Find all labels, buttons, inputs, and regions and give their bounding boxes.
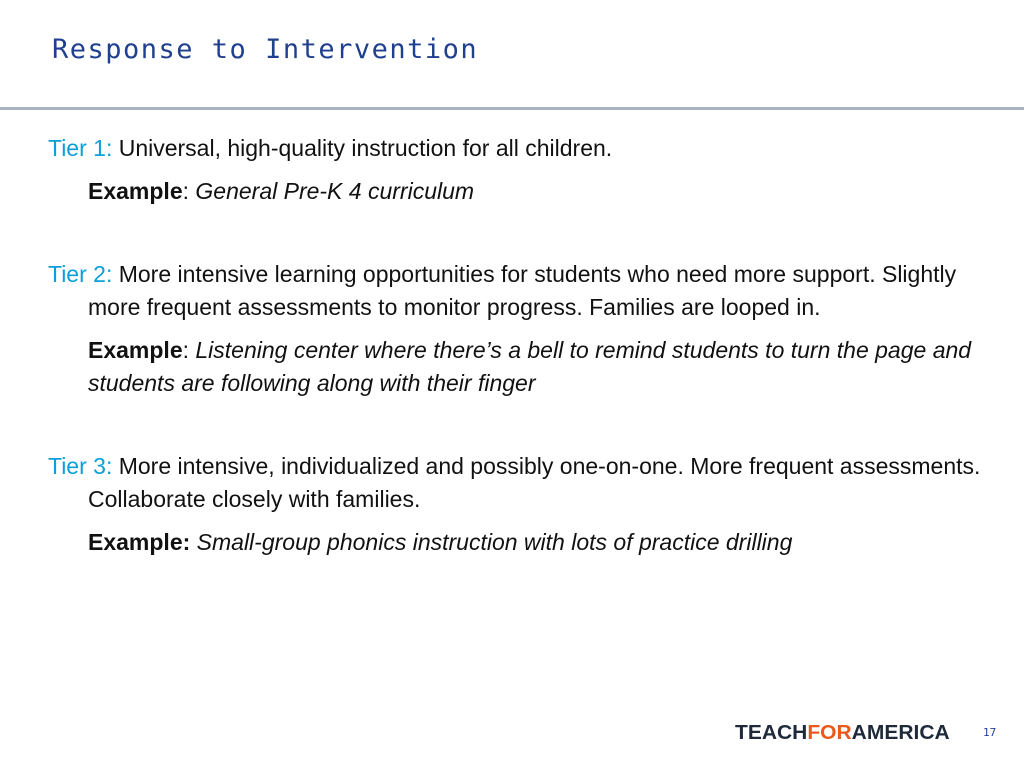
tier-2 [48,258,988,324]
tier-2-example-sep: : [182,337,196,363]
tier-3-example-label: Example: [88,529,191,555]
logo-part-teach: TEACH [735,722,808,744]
spacer [48,208,988,258]
tier-1-example-sep: : [182,178,196,204]
tier-1-text: Universal, high-quality instruction for all children. [112,135,613,161]
title-divider [0,107,1024,110]
tier-2-text: More intensive learning opportunities for students who need more support. Slightly more frequent assessments to monitor progress. Families are looped in. [88,261,957,320]
logo-part-america: AMERICA [851,722,950,744]
tier-3-example-text: Small-group phonics instruction with lots of practice drilling [196,529,793,555]
page-number: 17 [983,726,997,739]
teach-for-america-logo [735,722,950,745]
tier-1 [48,132,988,165]
tier-3-text: More intensive, individualized and possibly one-on-one. More frequent assessments. Collaborate closely with families. [88,453,981,512]
tier-2-example-text: Listening center where there’s a bell to remind students to turn the page and students are following along with their finger [88,337,972,396]
slide-title: Response to Intervention [52,34,479,65]
slide-content [48,132,988,559]
spacer [48,400,988,450]
tier-2-example [88,334,988,400]
tier-1-example-text: General Pre-K 4 curriculum [195,178,475,204]
tier-3-label: Tier 3: [48,453,113,479]
tier-2-example-label: Example [88,337,183,363]
tier-3 [48,450,988,516]
tier-1-label: Tier 1: [48,135,113,161]
tier-1-example [88,175,988,208]
tier-3-example [88,526,988,559]
logo-part-for: FOR [807,722,852,744]
tier-1-example-label: Example [88,178,183,204]
tier-2-label: Tier 2: [48,261,113,287]
